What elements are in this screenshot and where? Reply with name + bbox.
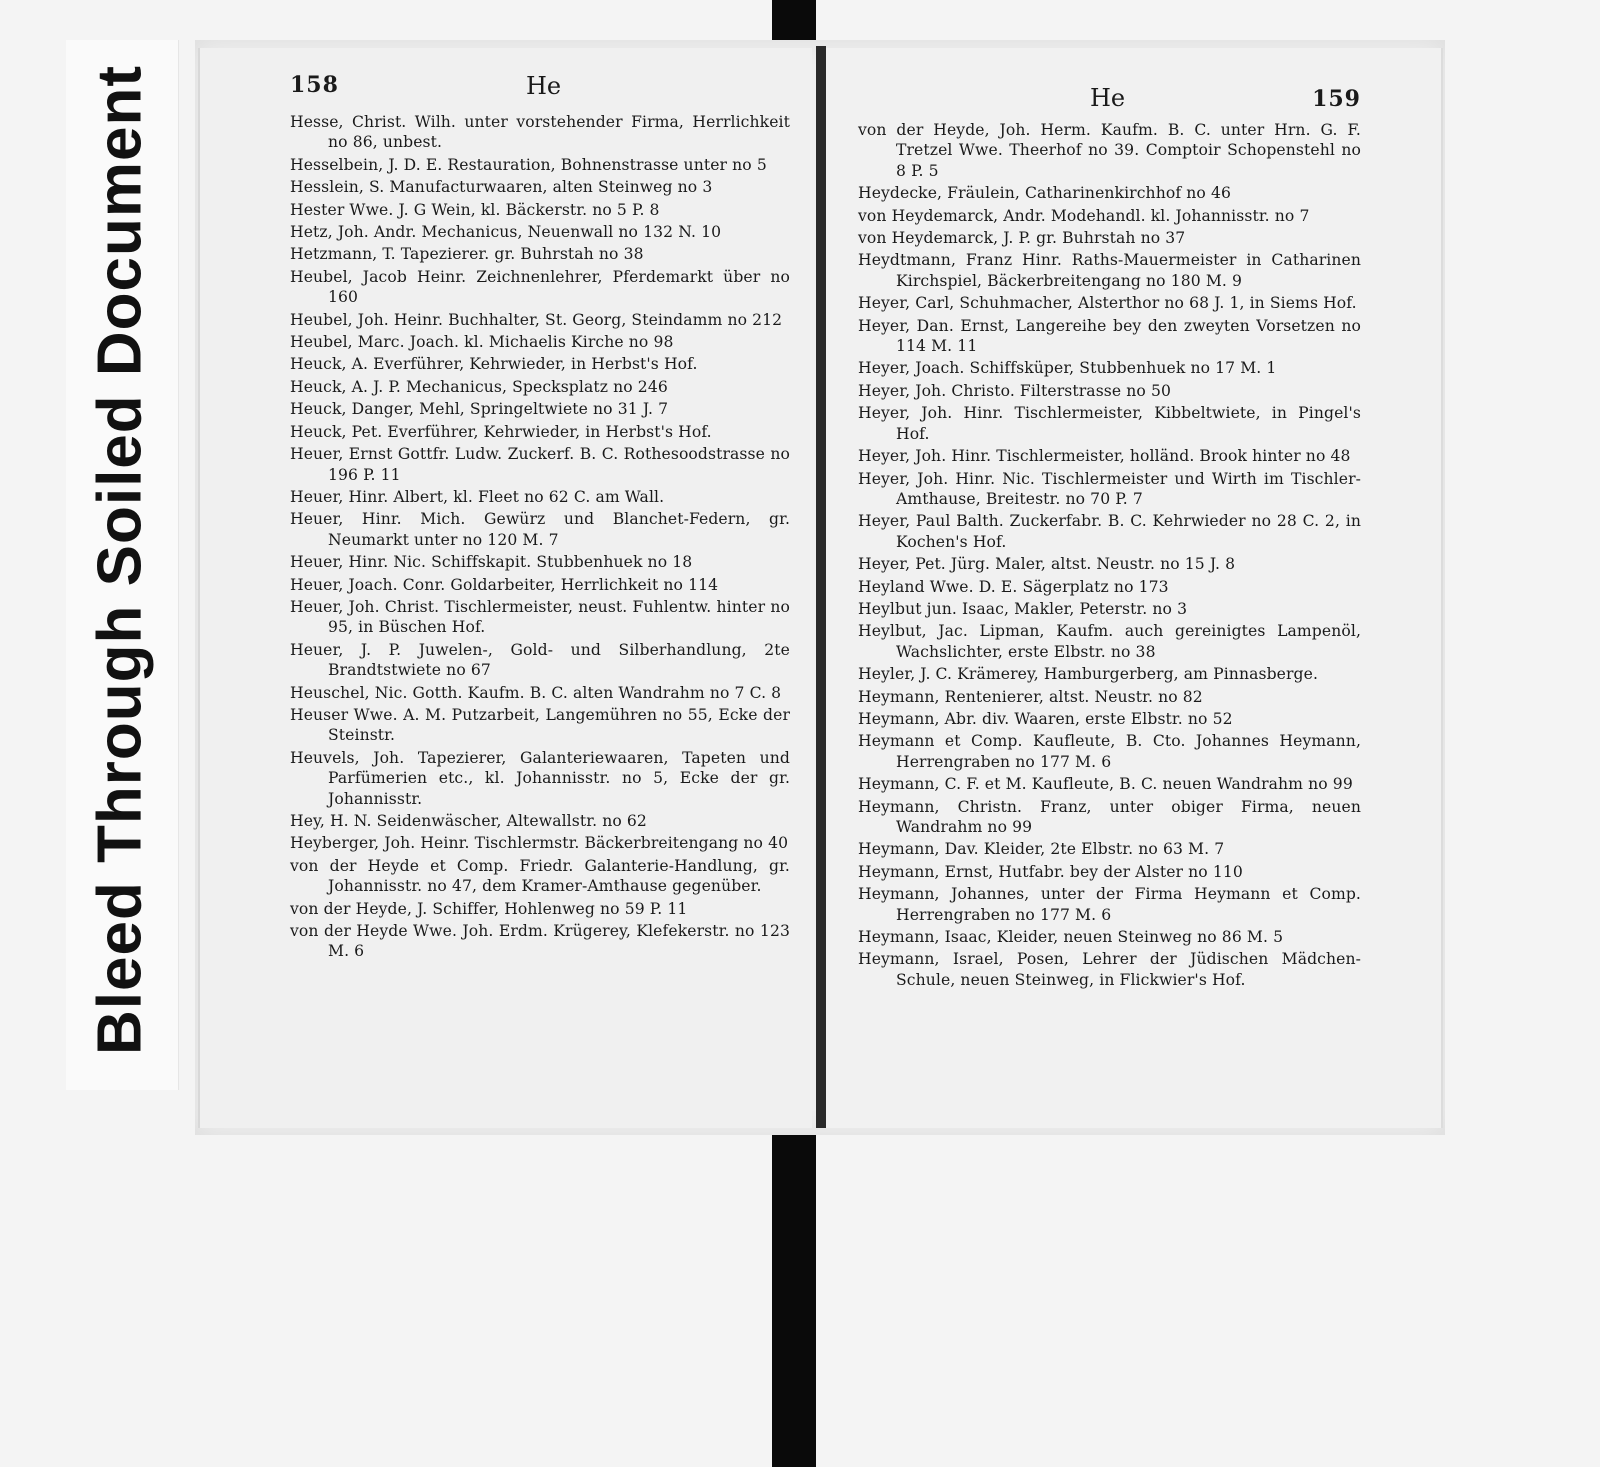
directory-entry: Hesselbein, J. D. E. Restauration, Bohnenstrasse unter no 5 [290,155,767,174]
directory-entry: Heuck, Pet. Everführer, Kehrwieder, in Herbst's Hof. [290,422,712,441]
left-page-header [290,72,790,106]
directory-entry: von der Heyde, Joh. Herm. Kaufm. B. C. unter Hrn. G. F. Tretzel Wwe. Theerhof no 39. Comptoir Schopenstehl no 8 P. 5 [858,121,1361,180]
directory-entry: Heyer, Joach. Schiffsküper, Stubbenhuek no 17 M. 1 [858,359,1277,378]
directory-entry: Heuschel, Nic. Gotth. Kaufm. B. C. alten Wandrahm no 7 C. 8 [290,683,782,702]
directory-entry: Heubel, Marc. Joach. kl. Michaelis Kirche no 98 [290,333,674,352]
running-head: He [1090,84,1126,112]
book-gutter [816,46,826,1128]
directory-entry: Heymann, Abr. div. Waaren, erste Elbstr. no 52 [858,709,1233,728]
directory-entry: Heuck, A. J. P. Mechanicus, Specksplatz no 246 [290,377,668,396]
directory-entry: Heuck, Danger, Mehl, Springeltwiete no 31 J. 7 [290,400,669,419]
page-number: 158 [290,72,339,98]
directory-entry: Heyland Wwe. D. E. Sägerplatz no 173 [858,577,1169,596]
directory-entry: Hesse, Christ. Wilh. unter vorstehender Firma, Herrlichkeit no 86, unbest. [290,113,790,152]
directory-entry: Heylbut, Jac. Lipman, Kaufm. auch gereinigtes Lampenöl, Wachslichter, erste Elbstr. no 38 [858,622,1361,661]
directory-entry: Heyer, Joh. Hinr. Nic. Tischlermeister und Wirth im Tischler-Amthause, Breitestr. no 70 P. 7 [858,469,1361,508]
entry-list [858,120,1361,990]
directory-entry: Heubel, Joh. Heinr. Buchhalter, St. Georg, Steindamm no 212 [290,310,783,329]
directory-entry: Hey, H. N. Seidenwäscher, Altewallstr. no 62 [290,812,647,830]
directory-entry: Heymann, Israel, Posen, Lehrer der Jüdischen Mädchen-Schule, neuen Steinweg, in Flickwier's Hof. [858,950,1361,989]
directory-entry: Heyer, Joh. Hinr. Tischlermeister, Kibbeltwiete, in Pingel's Hof. [858,404,1361,443]
directory-entry: Heuer, Hinr. Albert, kl. Fleet no 62 C. am Wall. [290,487,665,506]
directory-entry: Heyberger, Joh. Heinr. Tischlermstr. Bäckerbreitengang no 40 [290,834,789,853]
directory-entry: Heymann, Dav. Kleider, 2te Elbstr. no 63 M. 7 [858,840,1225,859]
film-strip-bottom [772,1128,816,1467]
directory-entry: Heymann et Comp. Kaufleute, B. Cto. Johannes Heymann, Herrengraben no 177 M. 6 [858,732,1361,771]
page-number: 159 [1312,86,1361,112]
directory-entry: von der Heyde, J. Schiffer, Hohlenweg no 59 P. 11 [290,899,688,918]
directory-entry: Heyer, Joh. Christo. Filterstrasse no 50 [858,381,1172,400]
directory-entry: von Heydemarck, Andr. Modehandl. kl. Johannisstr. no 7 [858,206,1310,225]
directory-entry: Heuer, Joh. Christ. Tischlermeister, neust. Fuhlentw. hinter no 95, in Büschen Hof. [290,597,790,637]
directory-entry: Heydtmann, Franz Hinr. Raths-Mauermeister in Catharinen Kirchspiel, Bäckerbreitengang no 180 M. 9 [858,251,1361,290]
directory-entry: Heuer, J. P. Juwelen-, Gold- und Silberhandlung, 2te Brandtstwiete no 67 [290,640,790,680]
directory-entry: Heyer, Paul Balth. Zuckerfabr. B. C. Kehrwieder no 28 C. 2, in Kochen's Hof. [858,512,1361,551]
directory-entry: Heymann, Isaac, Kleider, neuen Steinweg no 86 M. 5 [858,928,1284,947]
directory-entry: Heymann, Rentenierer, altst. Neustr. no 82 [858,687,1203,706]
right-page [858,72,1361,992]
directory-entry: von der Heyde Wwe. Joh. Erdm. Krügerey, Klefekerstr. no 123 M. 6 [290,922,790,961]
directory-entry: Hesslein, S. Manufacturwaaren, alten Steinweg no 3 [290,178,713,197]
directory-entry: Heuer, Hinr. Nic. Schiffskapit. Stubbenhuek no 18 [290,553,693,572]
directory-entry: Heyer, Joh. Hinr. Tischlermeister, holländ. Brook hinter no 48 [858,447,1351,466]
directory-entry: Hetz, Joh. Andr. Mechanicus, Neuenwall no 132 N. 10 [290,223,722,242]
directory-entry: Heuer, Hinr. Mich. Gewürz und Blanchet-Federn, gr. Neumarkt unter no 120 M. 7 [290,510,790,549]
directory-entry: Heymann, Ernst, Hutfabr. bey der Alster no 110 [858,862,1243,881]
directory-entry: Heubel, Jacob Heinr. Zeichnenlehrer, Pferdemarkt über no 160 [290,267,790,307]
directory-entry: von der Heyde et Comp. Friedr. Galanterie-Handlung, gr. Johannisstr. no 47, dem Kramer-Amthause gegenüber. [290,856,790,896]
running-head: He [526,72,562,100]
directory-entry: Heuck, A. Everführer, Kehrwieder, in Herbst's Hof. [290,355,698,374]
directory-entry: Hester Wwe. J. G Wein, kl. Bäckerstr. no 5 P. 8 [290,200,660,219]
directory-entry: Heuser Wwe. A. M. Putzarbeit, Langemühren no 55, Ecke der Steinstr. [290,705,790,745]
directory-entry: Heydecke, Fräulein, Catharinenkirchhof no 46 [858,184,1231,203]
directory-entry: Heuer, Joach. Conr. Goldarbeiter, Herrlichkeit no 114 [290,575,719,594]
left-page [290,72,790,964]
directory-entry: Heyer, Dan. Ernst, Langereihe bey den zweyten Vorsetzen no 114 M. 11 [858,316,1361,356]
directory-entry: Heyler, J. C. Krämerey, Hamburgerberg, am Pinnasberge. [858,665,1319,684]
right-page-header [858,72,1361,120]
side-label-text: Bleed Through Soiled Document [85,64,155,1056]
directory-entry: Heylbut jun. Isaac, Makler, Peterstr. no 3 [858,599,1188,618]
directory-entry: Heyer, Pet. Jürg. Maler, altst. Neustr. no 15 J. 8 [858,555,1236,574]
directory-entry: Heymann, C. F. et M. Kaufleute, B. C. neuen Wandrahm no 99 [858,775,1353,794]
directory-entry: Heuvels, Joh. Tapezierer, Galanteriewaaren, Tapeten und Parfümerien etc., kl. Johannisstr. no 5, Ecke der gr. Johannisstr. [290,748,790,808]
directory-entry: Heyer, Carl, Schuhmacher, Alsterthor no 68 J. 1, in Siems Hof. [858,294,1357,313]
directory-entry: Hetzmann, T. Tapezierer. gr. Buhrstah no 38 [290,245,644,264]
directory-entry: Heymann, Christn. Franz, unter obiger Firma, neuen Wandrahm no 99 [858,797,1361,836]
directory-entry: Heuer, Ernst Gottfr. Ludw. Zuckerf. B. C. Rothesoodstrasse no 196 P. 11 [290,445,790,484]
entry-list [290,112,790,962]
directory-entry: Heymann, Johannes, unter der Firma Heymann et Comp. Herrengraben no 177 M. 6 [858,885,1361,924]
directory-entry: von Heydemarck, J. P. gr. Buhrstah no 37 [858,229,1186,248]
